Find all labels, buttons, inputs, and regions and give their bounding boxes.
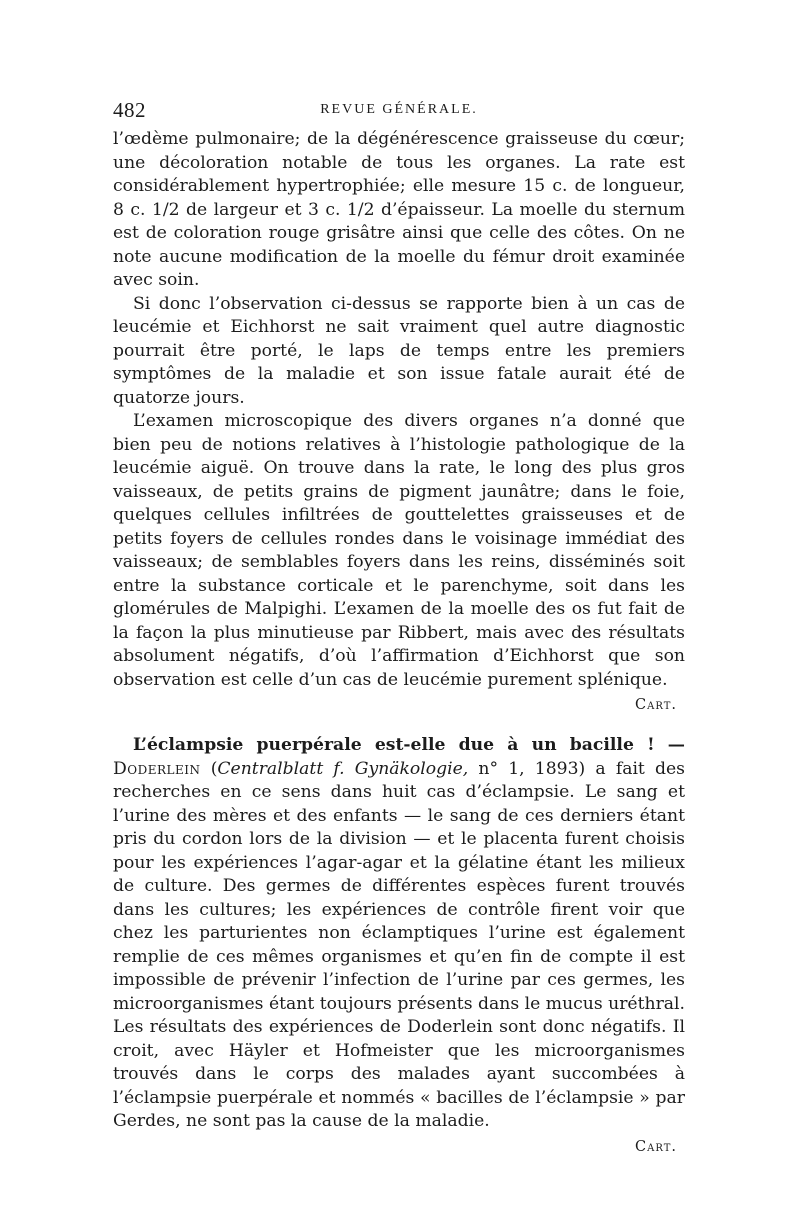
article-title: L’éclampsie puerpérale est-elle due à un bacille ! — — [133, 735, 685, 755]
running-header — [113, 98, 685, 128]
journal-title: Centralblatt f. Gynäkologie, — [217, 758, 469, 779]
running-title: REVUE GÉNÉRALE. — [320, 102, 478, 117]
paragraph-continuation: l’œdème pulmonaire; de la dégénérescence graisseuse du cœur; une décoloration notable de tous les organes. La rate est considérablement hypertrophiée; elle mesure 15 c. de longueur, 8 c. 1/2 de largeur et 3 c. 1/2 d’épaisseur. La moelle du sternum est de coloration rouge grisâtre ainsi que celle des côtes. On ne note aucune modification de la moelle du fémur droit examinée avec soin. — [113, 129, 685, 290]
citation-open: ( — [210, 758, 218, 779]
page-number: 482 — [113, 98, 146, 122]
signature-cart-1: Cart. — [635, 697, 677, 713]
article-author: Doderlein — [113, 758, 201, 779]
paragraph-microscopic-exam: L’examen microscopique des divers organes n’a donné que bien peu de notions relatives à l’histologie pathologique de la leucémie aiguë. On trouve dans la rate, le long des plus gros vaisseaux, de petits grains de pigment jaunâtre; dans le foie, quelques cellules infiltrées de gouttelettes graisseuses et de petits foyers de cellules rondes dans le voisinage immédiat des vaisseaux; de semblables foyers dans les reins, disséminés soit entre la substance corticale et le parenchyme, soit dans les glomérules de Malpighi. L’examen de la moelle des os fut fait de la façon la plus minutieuse par Ribbert, mais avec des résultats absolument négatifs, d’où l’affirmation d’Eichhorst que son observation est celle d’un cas de leucémie purement splénique. — [113, 411, 685, 690]
signature-cart-2: Cart. — [635, 1138, 677, 1155]
section-spacer — [113, 716, 685, 734]
paragraph-eclampsie — [113, 734, 685, 1134]
document-page — [113, 98, 685, 1158]
paragraph-leucemie-diagnosis: Si donc l’observation ci-dessus se rapporte bien à un cas de leucémie et Eichhorst ne sait vraiment quel autre diagnostic pourrait être porté, le laps de temps entre les premiers symptômes de la maladie et son issue fatale aurait été de quatorze jours. — [113, 293, 685, 408]
citation-details: n° 1, 1893) — [468, 758, 586, 779]
article-body: a fait des recherches en ce sens dans huit cas d’éclampsie. Le sang et l’urine des mères et des enfants — le sang de ces derniers étant pris du cordon lors de la division — et le placenta furent choisis pour les expériences l’agar-agar et la gélatine étant les milieux de culture. Des germes de différentes espèces furent trouvés dans les cultures; les expériences de contrôle firent voir que chez les parturientes non éclamptiques l’urine est également remplie de ces mêmes organismes et qu’en fin de compte il est impossible de prévenir l’infection de l’urine par ces germes, les microorganismes étant toujours présents dans le mucus uréthral. Les résultats des expériences de Doderlein sont donc négatifs. Il croit, avec Häyler et Hofmeister que les microorganismes trouvés dans le corps des malades ayant succombées à l’éclampsie puerpérale et nommés « bacilles de l’éclampsie » par Gerdes, ne sont pas la cause de la maladie. — [113, 758, 685, 1131]
